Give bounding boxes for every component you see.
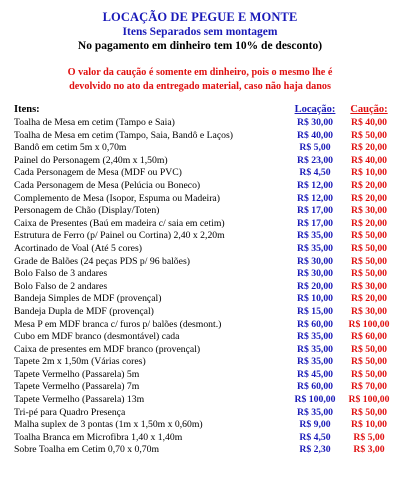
item-name: Grade de Balões (24 peças PDS p/ 96 balões): [14, 255, 190, 267]
deposit-price: R$ 30,00: [350, 305, 388, 317]
price-table-header: [14, 104, 392, 118]
item-name: Caixa de presentes em MDF branco (provençal): [14, 343, 201, 355]
rental-price: R$ 20,00: [296, 280, 334, 292]
rental-price: R$ 60,00: [296, 381, 334, 393]
rental-price: R$ 12,00: [296, 192, 334, 204]
deposit-price: R$ 10,00: [350, 167, 388, 179]
rental-price: R$ 40,00: [296, 129, 334, 141]
table-row: [14, 394, 392, 407]
deposit-price: R$ 20,00: [350, 293, 388, 305]
rental-price: R$ 9,00: [299, 419, 331, 431]
item-name: Tri-pé para Quadro Presença: [14, 406, 126, 418]
deposit-price: R$ 30,00: [350, 205, 388, 217]
rental-price: R$ 35,00: [296, 343, 334, 355]
item-name: Complemento de Mesa (Isopor, Espuma ou Madeira): [14, 192, 220, 204]
deposit-price: R$ 10,00: [350, 419, 388, 431]
rental-price: R$ 12,00: [296, 179, 334, 191]
deposit-price: R$ 30,00: [350, 280, 388, 292]
deposit-price: R$ 50,00: [350, 268, 388, 280]
rental-price: R$ 60,00: [296, 318, 334, 330]
deposit-price: R$ 50,00: [350, 230, 388, 242]
item-name: Caixa de Presentes (Baú em madeira c/ saia em cetim): [14, 217, 225, 229]
deposit-price: R$ 20,00: [350, 192, 388, 204]
table-row: [14, 167, 392, 180]
table-row: [14, 193, 392, 206]
item-name: Toalha de Mesa em cetim (Tampo, Saia, Bandô e Laços): [14, 129, 233, 141]
item-name: Personagem de Chão (Display/Toten): [14, 205, 160, 217]
rental-column-header: Locação:: [294, 104, 336, 115]
deposit-price: R$ 40,00: [350, 154, 388, 166]
deposit-price: R$ 20,00: [350, 179, 388, 191]
deposit-price: R$ 50,00: [350, 356, 388, 368]
deposit-warning-line-2: devolvido no ato da entregado material, caso não haja danos: [69, 80, 331, 92]
price-table-rows: [14, 117, 392, 457]
rental-price: R$ 45,00: [296, 368, 334, 380]
deposit-price: R$ 100,00: [348, 318, 390, 330]
table-row: [14, 218, 392, 231]
rental-price: R$ 35,00: [296, 331, 334, 343]
deposit-price: R$ 50,00: [350, 406, 388, 418]
deposit-price: R$ 100,00: [348, 394, 390, 406]
rental-price: R$ 17,00: [296, 217, 334, 229]
deposit-price: R$ 20,00: [350, 217, 388, 229]
item-name: Bandeja Simples de MDF (provençal): [14, 293, 162, 305]
rental-price: R$ 30,00: [296, 268, 334, 280]
table-row: [14, 419, 392, 432]
table-row: [14, 142, 392, 155]
document-subtitle: Itens Separados sem montagem: [122, 26, 278, 38]
item-name: Bandeja Dupla de MDF (provençal): [14, 305, 154, 317]
table-row: [14, 407, 392, 420]
table-row: [14, 117, 392, 130]
document-header: [0, 0, 400, 54]
table-row: [14, 180, 392, 193]
rental-price: R$ 35,00: [296, 242, 334, 254]
deposit-price: R$ 50,00: [350, 343, 388, 355]
rental-price: R$ 35,00: [296, 230, 334, 242]
table-row: [14, 155, 392, 168]
deposit-price: R$ 50,00: [350, 255, 388, 267]
deposit-price: R$ 3,00: [353, 444, 385, 456]
deposit-price: R$ 5,00: [353, 431, 385, 443]
item-name: Sobre Toalha em Cetim 0,70 x 0,70m: [14, 444, 159, 456]
rental-price: R$ 30,00: [296, 117, 334, 128]
items-column-header: Itens:: [14, 104, 40, 115]
document-title: LOCAÇÃO DE PEGUE E MONTE: [102, 10, 298, 24]
item-name: Tapete Vermelho (Passarela) 13m: [14, 394, 145, 406]
deposit-price: R$ 50,00: [350, 368, 388, 380]
table-row: [14, 243, 392, 256]
item-name: Tapete 2m x 1,50m (Várias cores): [14, 356, 146, 368]
table-row: [14, 356, 392, 369]
deposit-warning-line-1: O valor da caução é somente em dinheiro, pois o mesmo lhe é: [67, 67, 333, 78]
table-row: [14, 344, 392, 357]
table-row: [14, 130, 392, 143]
rental-price: R$ 4,50: [299, 167, 331, 179]
deposit-price: R$ 70,00: [350, 381, 388, 393]
table-row: [14, 369, 392, 382]
item-name: Tapete Vermelho (Passarela) 5m: [14, 368, 140, 380]
table-row: [14, 256, 392, 269]
item-name: Bolo Falso de 2 andares: [14, 280, 108, 292]
item-name: Estrutura de Ferro (p/ Painel ou Cortina) 2,40 x 2,20m: [14, 230, 225, 242]
item-name: Acortinado de Voal (Até 5 cores): [14, 242, 142, 254]
rental-price: R$ 2,30: [299, 444, 331, 456]
item-name: Painel do Personagem (2,40m x 1,50m): [14, 154, 168, 166]
deposit-price: R$ 40,00: [350, 117, 388, 128]
rental-price: R$ 35,00: [296, 406, 334, 418]
table-row: [14, 306, 392, 319]
rental-price: R$ 15,00: [296, 305, 334, 317]
rental-price: R$ 5,00: [299, 142, 331, 154]
deposit-price: R$ 50,00: [350, 242, 388, 254]
table-row: [14, 230, 392, 243]
table-row: [14, 444, 392, 457]
item-name: Cada Personagem de Mesa (Pelúcia ou Boneco): [14, 179, 201, 191]
deposit-price: R$ 20,00: [350, 142, 388, 154]
deposit-warning: [0, 66, 400, 93]
rental-price: R$ 23,00: [296, 154, 334, 166]
rental-price: R$ 100,00: [294, 394, 336, 406]
rental-price: R$ 17,00: [296, 205, 334, 217]
table-row: [14, 268, 392, 281]
deposit-price: R$ 60,00: [350, 331, 388, 343]
item-name: Toalha Branca em Microfibra 1,40 x 1,40m: [14, 431, 183, 443]
deposit-column-header: Caução:: [350, 104, 388, 115]
table-row: [14, 319, 392, 332]
table-row: [14, 381, 392, 394]
item-name: Tapete Vermelho (Passarela) 7m: [14, 381, 140, 393]
rental-price: R$ 4,50: [299, 431, 331, 443]
table-row: [14, 331, 392, 344]
item-name: Cada Personagem de Mesa (MDF ou PVC): [14, 167, 182, 179]
rental-price: R$ 30,00: [296, 255, 334, 267]
item-name: Mesa P em MDF branca c/ furos p/ balões (desmont.): [14, 318, 222, 330]
item-name: Malha suplex de 3 pontas (1m x 1,50m x 0,60m): [14, 419, 203, 431]
table-row: [14, 293, 392, 306]
table-row: [14, 281, 392, 294]
item-name: Bandô em cetim 5m x 0,70m: [14, 142, 127, 154]
item-name: Toalha de Mesa em cetim (Tampo e Saia): [14, 117, 175, 128]
rental-price: R$ 35,00: [296, 356, 334, 368]
discount-note: No pagamento em dinheiro tem 10% de desconto): [77, 40, 323, 52]
deposit-price: R$ 50,00: [350, 129, 388, 141]
table-row: [14, 432, 392, 445]
table-row: [14, 205, 392, 218]
rental-price: R$ 10,00: [296, 293, 334, 305]
item-name: Cubo em MDF branco (desmontável) cada: [14, 331, 180, 343]
item-name: Bolo Falso de 3 andares: [14, 268, 108, 280]
